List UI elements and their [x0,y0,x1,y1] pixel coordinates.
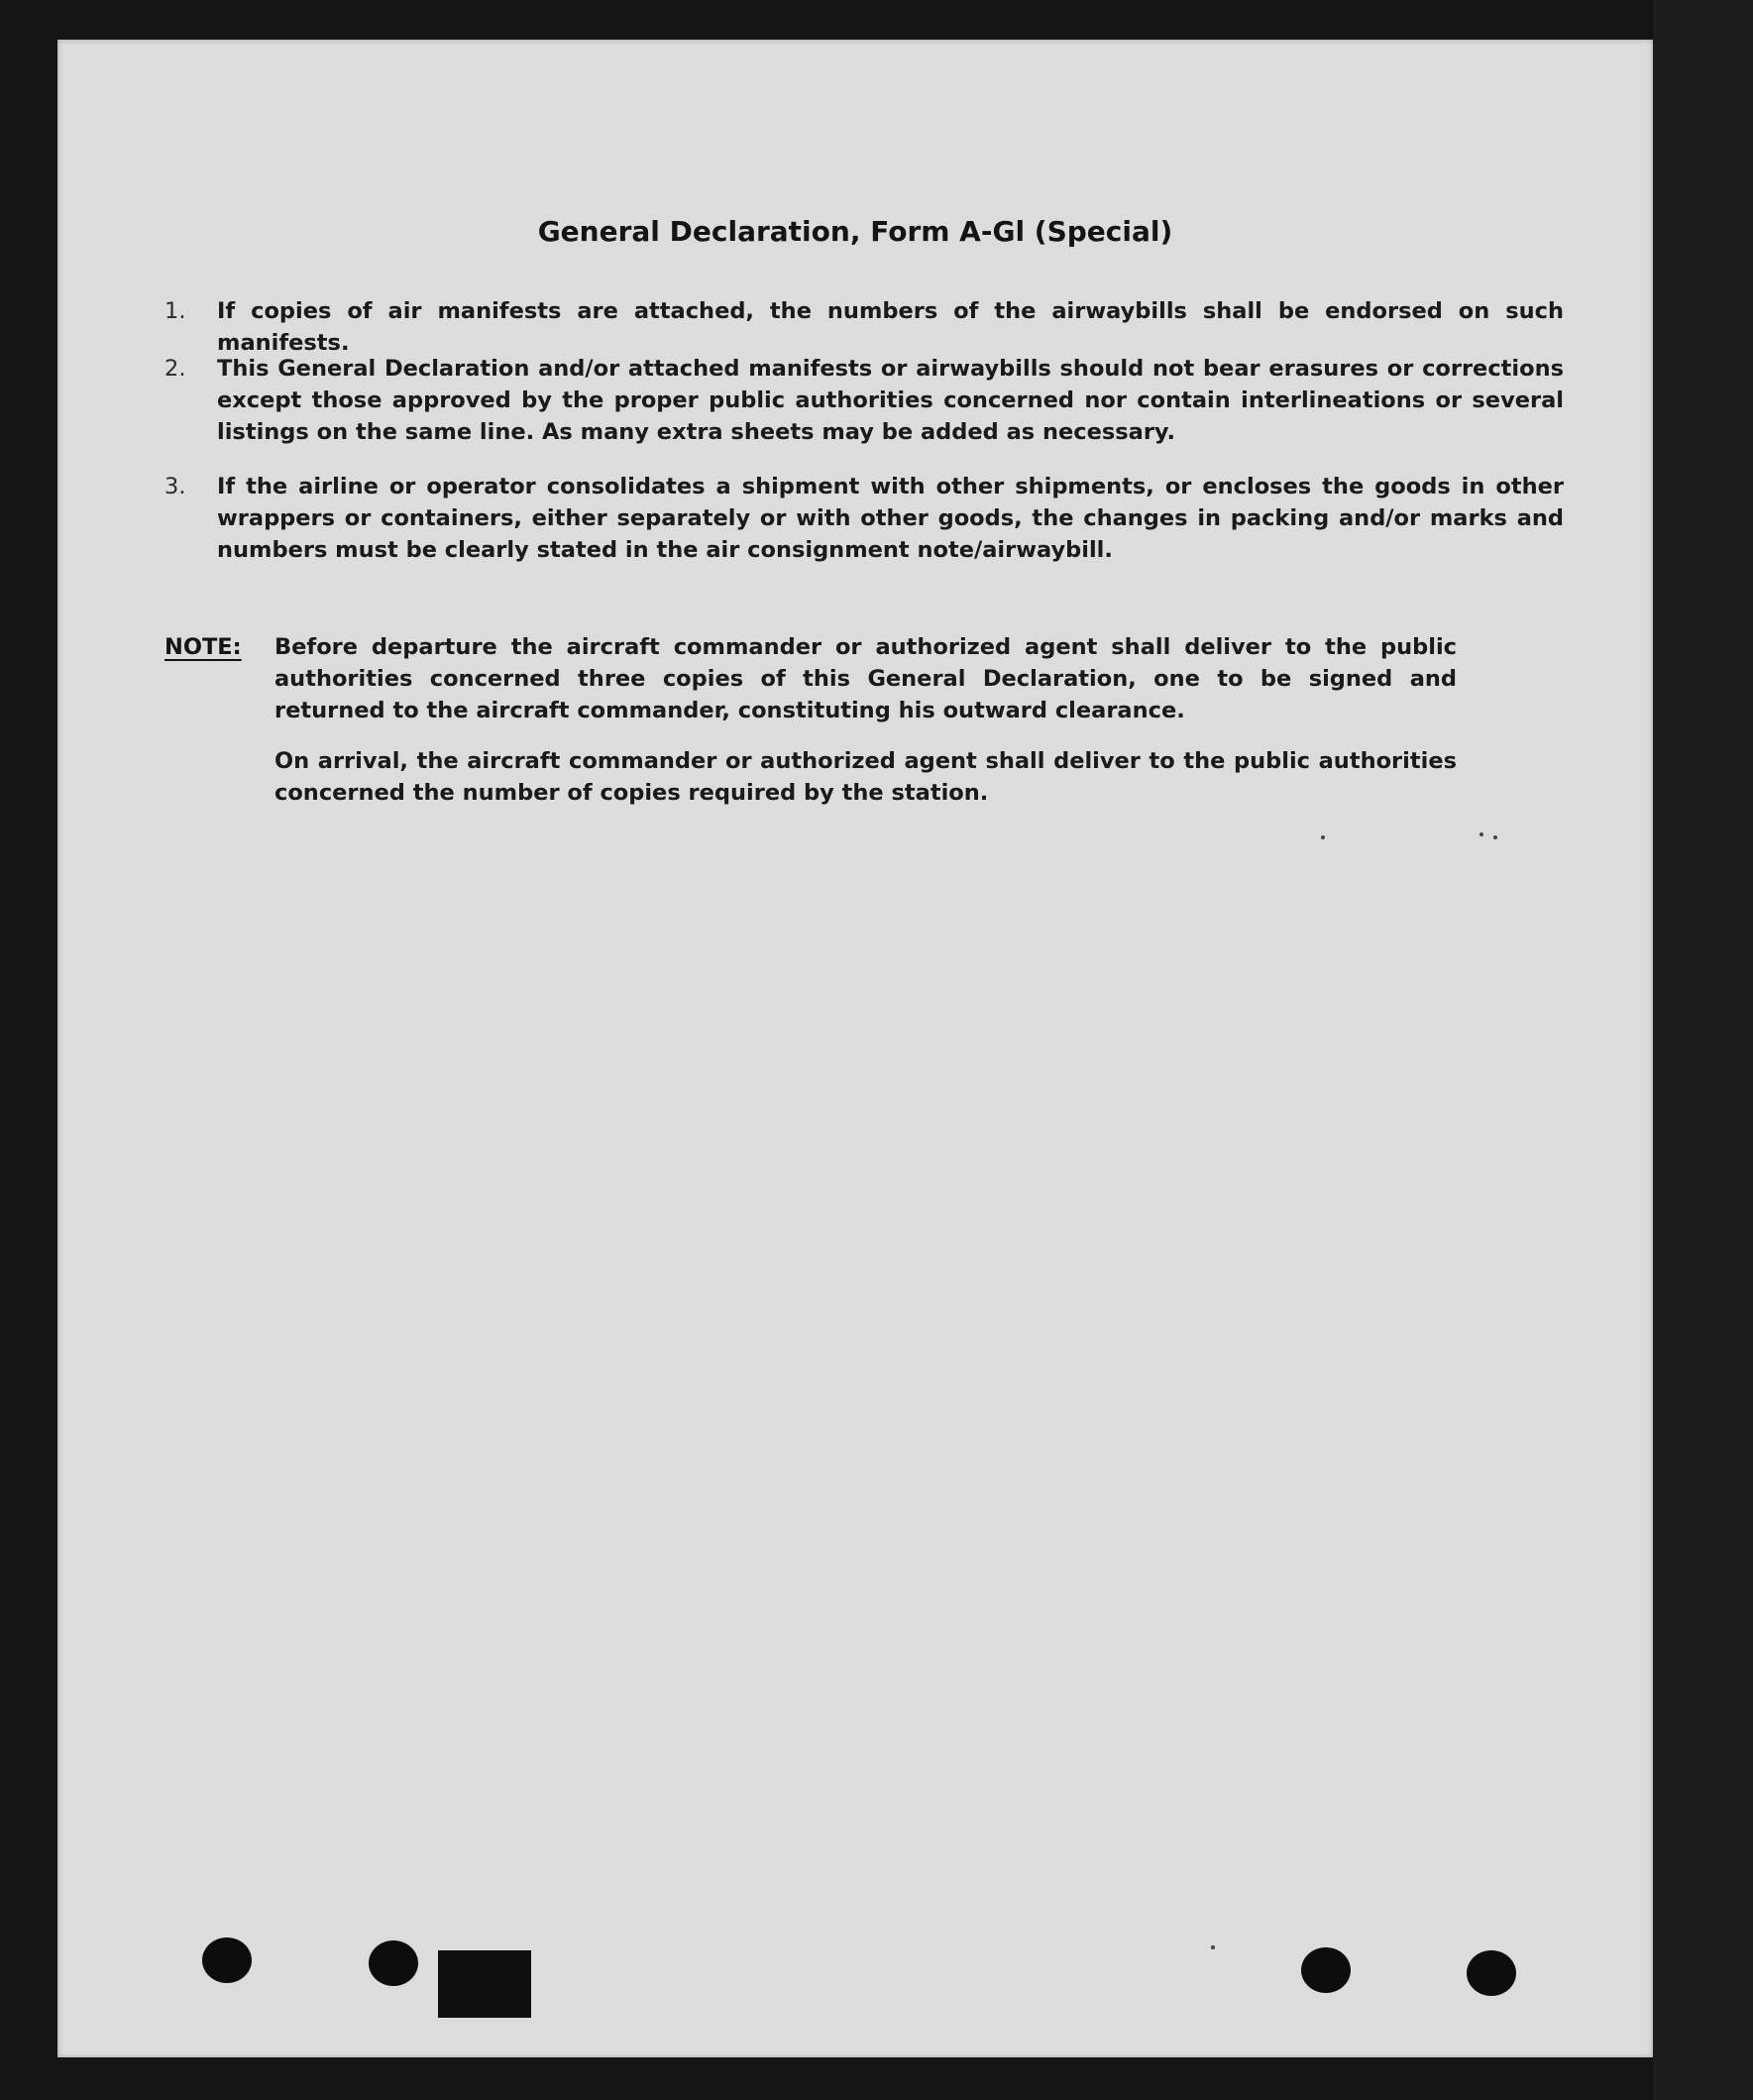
note-paragraph: On arrival, the aircraft commander or authorized agent shall deliver to the public authorities concerned the number of copies required by the station. [274,748,1457,806]
list-item-text: This General Declaration and/or attached manifests or airwaybills should not bear erasures or corrections except those approved by the proper public authorities concerned nor contain interlineations or several listings on the same line. As many extra sheets may be added as necessary. [217,356,1564,445]
list-item [164,471,1621,566]
note-paragraph: Before departure the aircraft commander or authorized agent shall deliver to the public authorities concerned three copies of this General Declaration, one to be signed and returned to the aircraft commander, constituting his outward clearance. [274,634,1457,723]
list-item [164,295,1621,359]
document-page [57,40,1653,2057]
list-item-text: If copies of air manifests are attached, the numbers of the airwaybills shall be endorsed on such manifests. [217,298,1564,356]
speck [1321,835,1325,839]
document-title: General Declaration, Form A-Gl (Special) [537,215,1173,248]
list-item [164,353,1621,448]
punch-hole [202,1937,252,1983]
note-label: NOTE: [164,634,242,660]
speck [1211,1945,1215,1949]
speck [1479,832,1483,836]
list-item-text: If the airline or operator consolidates a shipment with other shipments, or encloses the goods in other wrappers or containers, either separately or with other goods, the changes in packing and/or marks and numbers must be clearly stated in the air consignment note/airwaybill. [217,474,1564,563]
list-item-number: 1. [164,298,186,324]
list-item-number: 3. [164,474,186,499]
list-item-number: 2. [164,356,186,382]
scan-border [1653,0,1753,2100]
speck [1493,835,1497,839]
punch-hole [1467,1950,1516,1996]
binding-tab [438,1950,531,2018]
punch-hole [1301,1947,1351,1993]
punch-hole [369,1940,418,1986]
